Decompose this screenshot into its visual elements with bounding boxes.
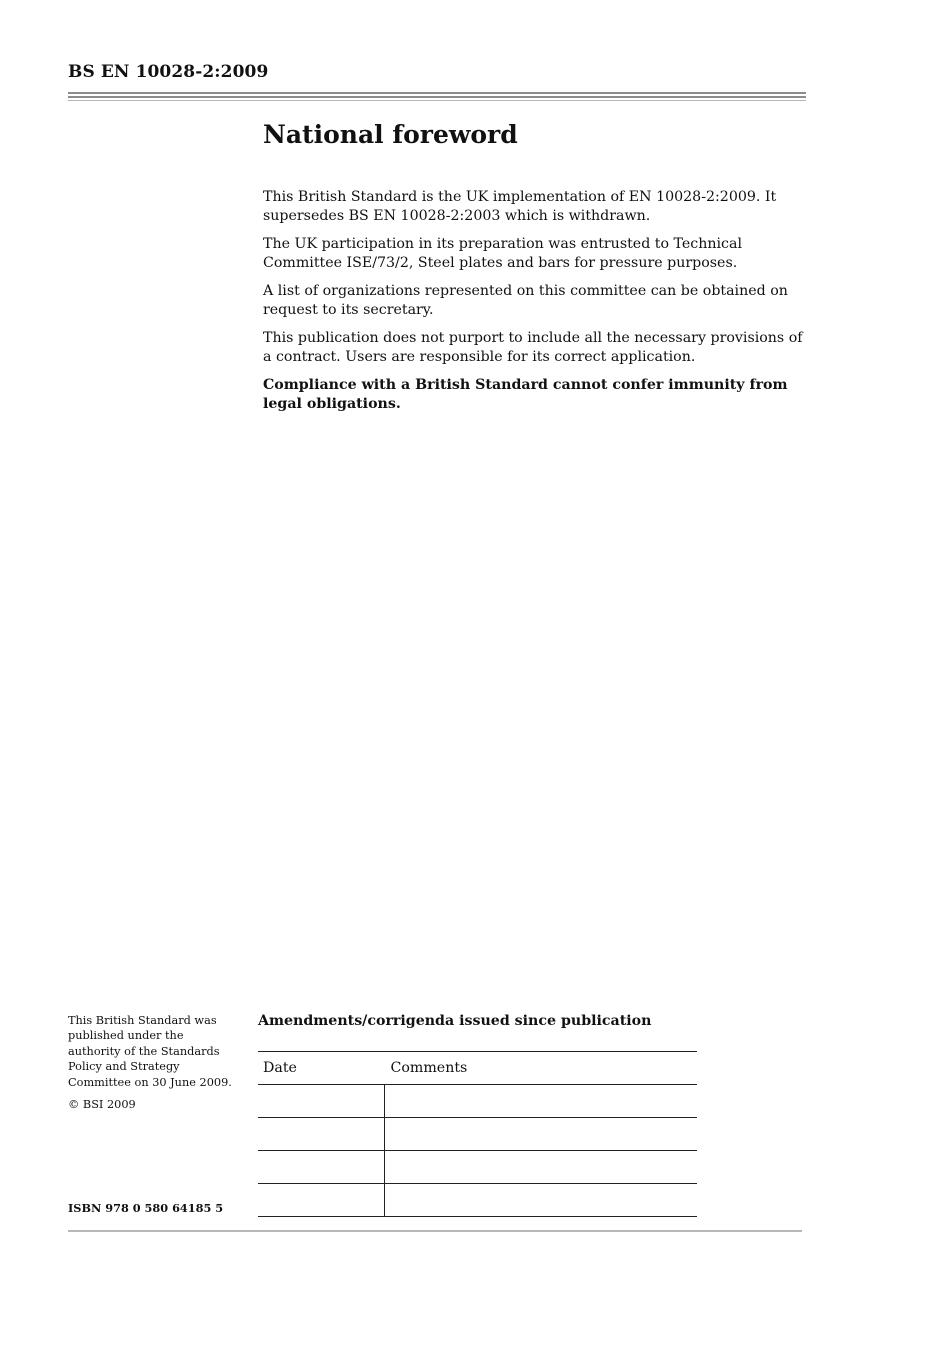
isbn: ISBN 978 0 580 64185 5 [68, 1201, 224, 1215]
table-cell-comments [385, 1184, 698, 1217]
table-cell-comments [385, 1151, 698, 1184]
table-row [258, 1151, 697, 1184]
footer-divider [68, 1230, 802, 1232]
table-cell-date [258, 1151, 385, 1184]
table-row [258, 1184, 697, 1217]
header-divider [68, 100, 806, 101]
document-identifier: BS EN 10028-2:2009 [68, 62, 269, 82]
column-header-comments: Comments [385, 1052, 698, 1085]
header-divider [68, 96, 806, 98]
publication-sidebar [68, 1013, 233, 1119]
copyright-notice: © BSI 2009 [68, 1098, 136, 1112]
foreword-paragraph: A list of organizations represented on this committee can be obtained on request to its secretary. [263, 283, 788, 318]
legal-notice: Compliance with a British Standard cannot confer immunity from legal obligations. [263, 377, 788, 412]
header-divider [68, 92, 806, 94]
column-header-date: Date [258, 1052, 385, 1085]
amendments-title: Amendments/corrigenda issued since publication [258, 1013, 652, 1029]
amendments-table [258, 1051, 697, 1217]
table-cell-date [258, 1184, 385, 1217]
table-header-row [258, 1052, 697, 1085]
foreword-paragraph: This British Standard is the UK implementation of EN 10028-2:2009. It supersedes BS EN 10028-2:2003 which is withdrawn. [263, 189, 777, 224]
foreword-body [263, 188, 803, 423]
table-cell-comments [385, 1118, 698, 1151]
publication-note: This British Standard was published under the authority of the Standards Policy and Strategy Committee on 30 June 2009. [68, 1014, 232, 1089]
table-cell-comments [385, 1085, 698, 1118]
table-row [258, 1085, 697, 1118]
foreword-paragraph: The UK participation in its preparation was entrusted to Technical Committee ISE/73/2, Steel plates and bars for pressure purposes. [263, 236, 742, 271]
foreword-paragraph: This publication does not purport to include all the necessary provisions of a contract. Users are responsible for its correct application. [263, 330, 803, 365]
table-cell-date [258, 1118, 385, 1151]
table-row [258, 1118, 697, 1151]
table-cell-date [258, 1085, 385, 1118]
page-title: National foreword [263, 120, 518, 149]
